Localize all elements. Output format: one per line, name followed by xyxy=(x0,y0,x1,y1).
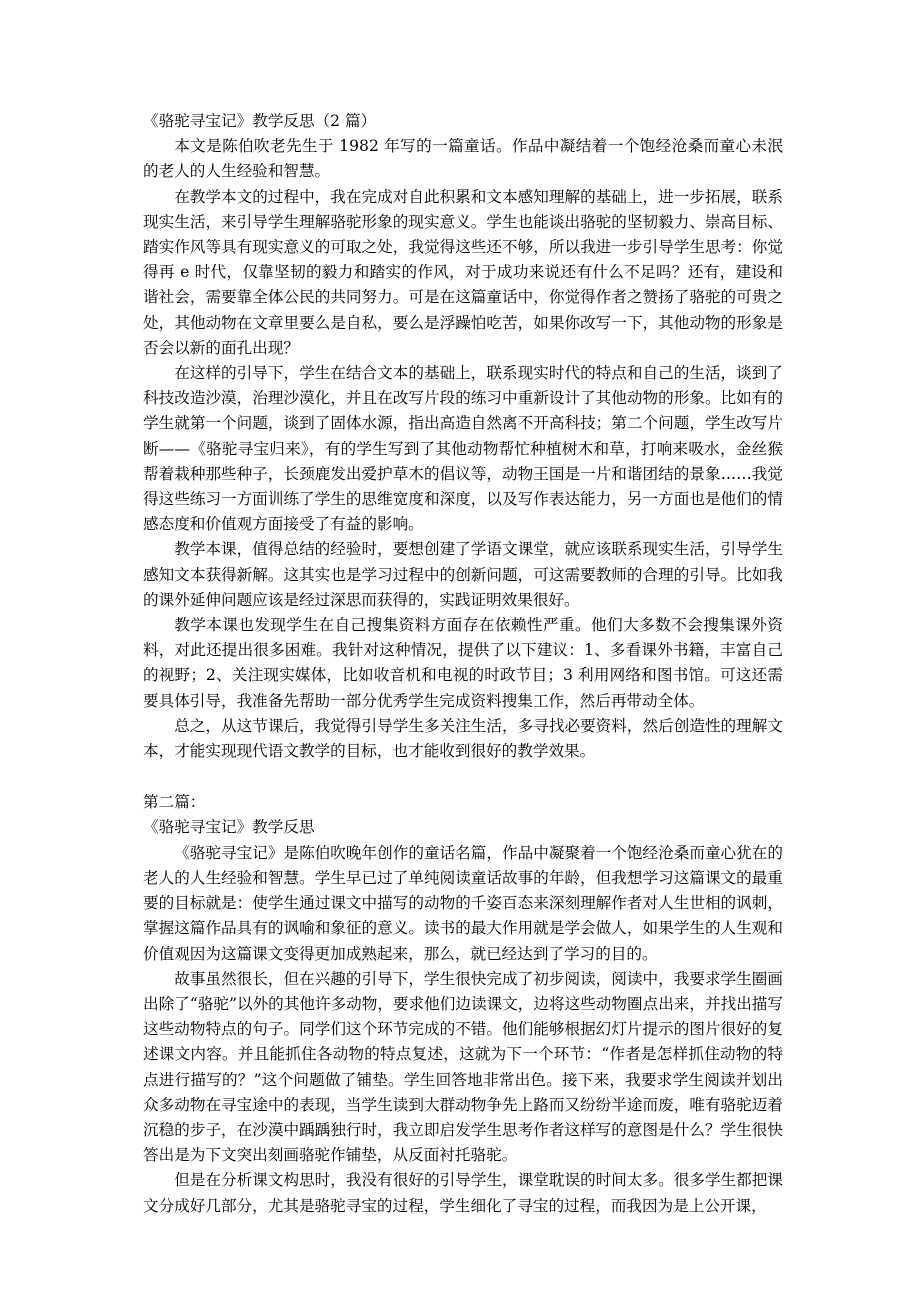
section-heading: 第二篇： xyxy=(143,793,206,812)
paragraph: 在这样的引导下，学生在结合文本的基础上，联系现实时代的特点和自己的生活，谈到了科技改造沙漠，治理沙漠化，并且在改写片段的练习中重新设计了其他动物的形象。比如有的学生就第一个问题，谈到了固体水源，指出高造自然离不开高科技；第二个问题，学生改写片断——《骆驼寻宝归来》，有的学生写到了其他动物帮忙种植树木和草，打响来吸水，金丝猴帮着栽种那些种子，长颈鹿发出爱护草木的倡议等，动物王国是一片和谐团结的景象……我觉得这些练习一方面训练了学生的思维宽度和深度，以及写作表达能力，另一方面也是他们的情感态度和价值观方面接受了有益的影响。 xyxy=(143,364,783,534)
article-title: 《骆驼寻宝记》教学反思（2 篇） xyxy=(143,112,377,130)
paragraph: 故事虽然很长，但在兴趣的引导下，学生很快完成了初步阅读，阅读中，我要求学生圈画出除了“骆驼”以外的其他许多动物，要求他们边读课文，边将这些动物圈点出来，并找出描写这些动物特点的句子。同学们这个环节完成的不错。他们能够根据幻灯片提示的图片很好的复述课文内容。并且能抓住各动物的特点复述，这就为下一个环节：“作者是怎样抓住动物的特点进行描写的？”这个问题做了铺垫。学生回答地非常出色。接下来，我要求学生阅读并划出众多动物在寻宝途中的表现，当学生读到大群动物争先上路而又纷纷半途而废，唯有骆驼迈着沉稳的步子，在沙漠中踽踽独行时，我立即启发学生思考作者这样写的意图是什么？学生很快答出是为下文突出刻画骆驼作铺垫，从反面衬托骆驼。 xyxy=(143,969,783,1165)
paragraph: 总之，从这节课后，我觉得引导学生多关注生活，多寻找必要资料，然后创造性的理解文本，才能实现现代语文教学的目标，也才能收到很好的教学效果。 xyxy=(143,716,783,761)
paragraph: 教学本课也发现学生在自己搜集资料方面存在依赖性严重。他们大多数不会搜集课外资料，对此还提出很多困难。我针对这种情况，提供了以下建议：1、多看课外书籍，丰富自己的视野；2、关注现实媒体，比如收音机和电视的时政节目；3 利用网络和图书馆。可这还需要具体引导，我准备先帮助一部分优秀学生完成资料搜集工作，然后再带动全体。 xyxy=(143,616,783,710)
document-body xyxy=(143,109,783,1219)
paragraph: 教学本课，值得总结的经验时，要想创建了学语文课堂，就应该联系现实生活，引导学生感知文本获得新解。这其实也是学习过程中的创新问题，可这需要教师的合理的引导。比如我的课外延伸问题应该是经过深思而获得的，实践证明效果很好。 xyxy=(143,540,783,609)
section-spacer xyxy=(143,764,783,790)
paragraph: 在教学本文的过程中，我在完成对自此积累和文本感知理解的基础上，进一步拓展，联系现实生活，来引导学生理解骆驼形象的现实意义。学生也能谈出骆驼的坚韧毅力、崇高目标、踏实作风等具有现实意义的可取之处，我觉得这些还不够，所以我进一步引导学生思考：你觉得再 e 时代，仅靠坚韧的毅力和踏实的作风，对于成功来说还有什么不足吗？还有，建设和谐社会，需要靠全体公民的共同努力。可是在这篇童话中，你觉得作者之赞扬了骆驼的可贵之处，其他动物在文章里要么是自私，要么是浮躁怕吃苦，如果你改写一下，其他动物的形象是否会以新的面孔出现？ xyxy=(143,187,783,357)
article-title: 《骆驼寻宝记》教学反思 xyxy=(143,818,315,837)
paragraph: 本文是陈伯吹老先生于 1982 年写的一篇童话。作品中凝结着一个饱经沧桑而童心未泯的老人的人生经验和智慧。 xyxy=(143,137,783,181)
paragraph: 但是在分析课文构思时，我没有很好的引导学生，课堂耽误的时间太多。很多学生都把课文分成好几部分，尤其是骆驼寻宝的过程，学生细化了寻宝的过程，而我因为是上公开课， xyxy=(143,1171,783,1215)
paragraph: 《骆驼寻宝记》是陈伯吹晚年创作的童话名篇，作品中凝聚着一个饱经沧桑而童心犹在的老人的人生经验和智慧。学生早已过了单纯阅读童话故事的年龄，但我想学习这篇课文的最重要的目标就是：使学生通过课文中描写的动物的千姿百态来深刻理解作者对人生世相的讽刺，掌握这篇作品具有的讽喻和象征的意义。读书的最大作用就是学会做人，如果学生的人生观和价值观因为这篇课文变得更加成熟起来，那么，就已经达到了学习的目的。 xyxy=(143,843,783,963)
